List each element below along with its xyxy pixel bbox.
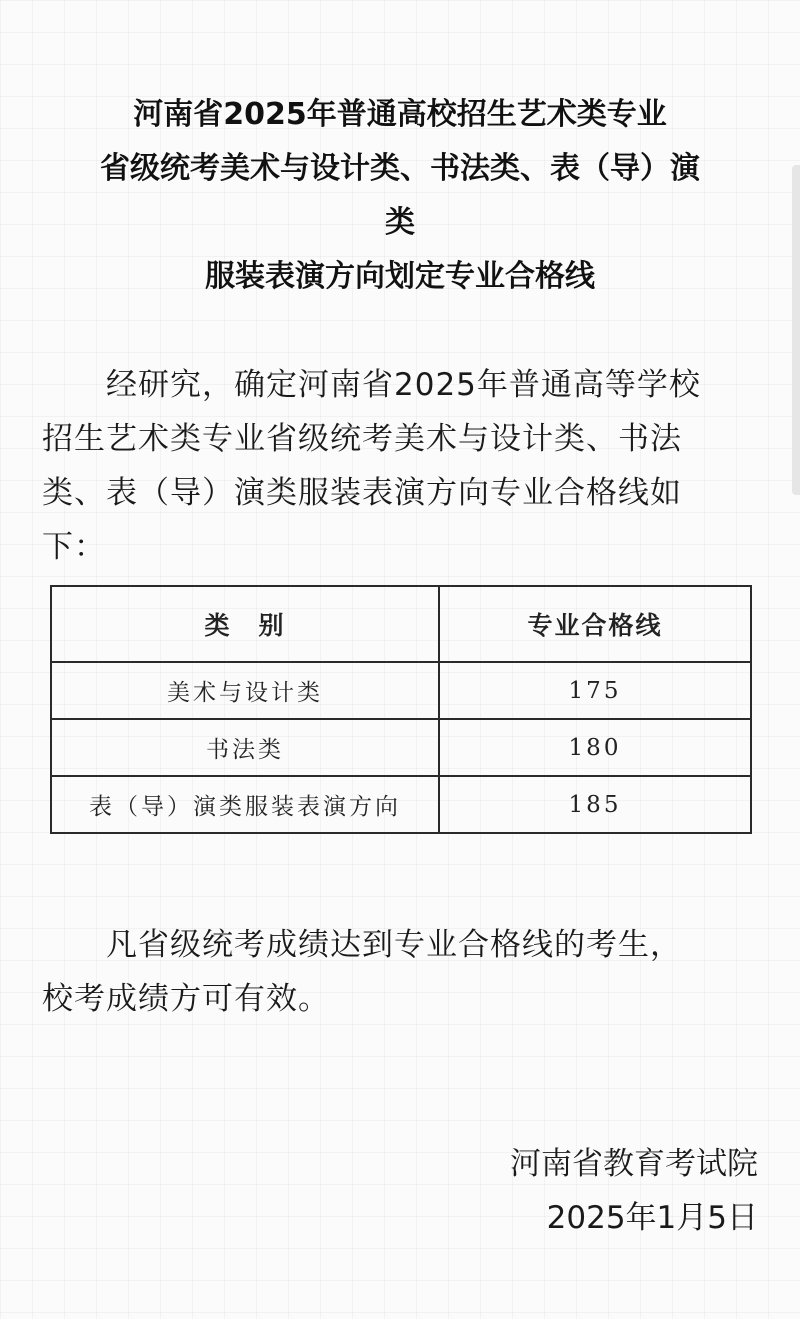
category-cell: 美术与设计类	[51, 662, 439, 719]
title-line-3: 类	[385, 205, 415, 240]
score-cell: 180	[439, 719, 751, 776]
note-paragraph	[42, 918, 758, 1026]
intro-line-1: 经研究，确定河南省2025年普通高等学校	[42, 367, 701, 403]
header-category: 类 别	[51, 586, 439, 662]
score-cell: 175	[439, 662, 751, 719]
title-line-1: 河南省2025年普通高校招生艺术类专业	[133, 97, 667, 132]
score-cell: 185	[439, 776, 751, 833]
signature-block	[358, 1137, 758, 1245]
score-table	[50, 585, 752, 834]
header-score: 专业合格线	[439, 586, 751, 662]
category-cell: 表（导）演类服装表演方向	[51, 776, 439, 833]
intro-line-2: 招生艺术类专业省级统考美术与设计类、书法	[42, 421, 682, 457]
title-line-4: 服装表演方向划定专业合格线	[205, 259, 595, 294]
document-title	[30, 88, 770, 304]
title-line-2: 省级统考美术与设计类、书法类、表（导）演	[100, 151, 700, 186]
table-row	[51, 776, 751, 833]
intro-line-3: 类、表（导）演类服装表演方向专业合格线如	[42, 475, 682, 511]
signature-org: 河南省教育考试院	[510, 1146, 758, 1182]
table-row	[51, 662, 751, 719]
signature-date: 2025年1月5日	[546, 1200, 758, 1236]
note-line-1: 凡省级统考成绩达到专业合格线的考生，	[42, 927, 682, 963]
scrollbar[interactable]	[792, 165, 800, 495]
table-row	[51, 719, 751, 776]
intro-paragraph	[42, 358, 758, 574]
category-cell: 书法类	[51, 719, 439, 776]
note-line-2: 校考成绩方可有效。	[42, 981, 330, 1017]
intro-line-4: 下：	[42, 529, 106, 565]
table-header-row	[51, 586, 751, 662]
